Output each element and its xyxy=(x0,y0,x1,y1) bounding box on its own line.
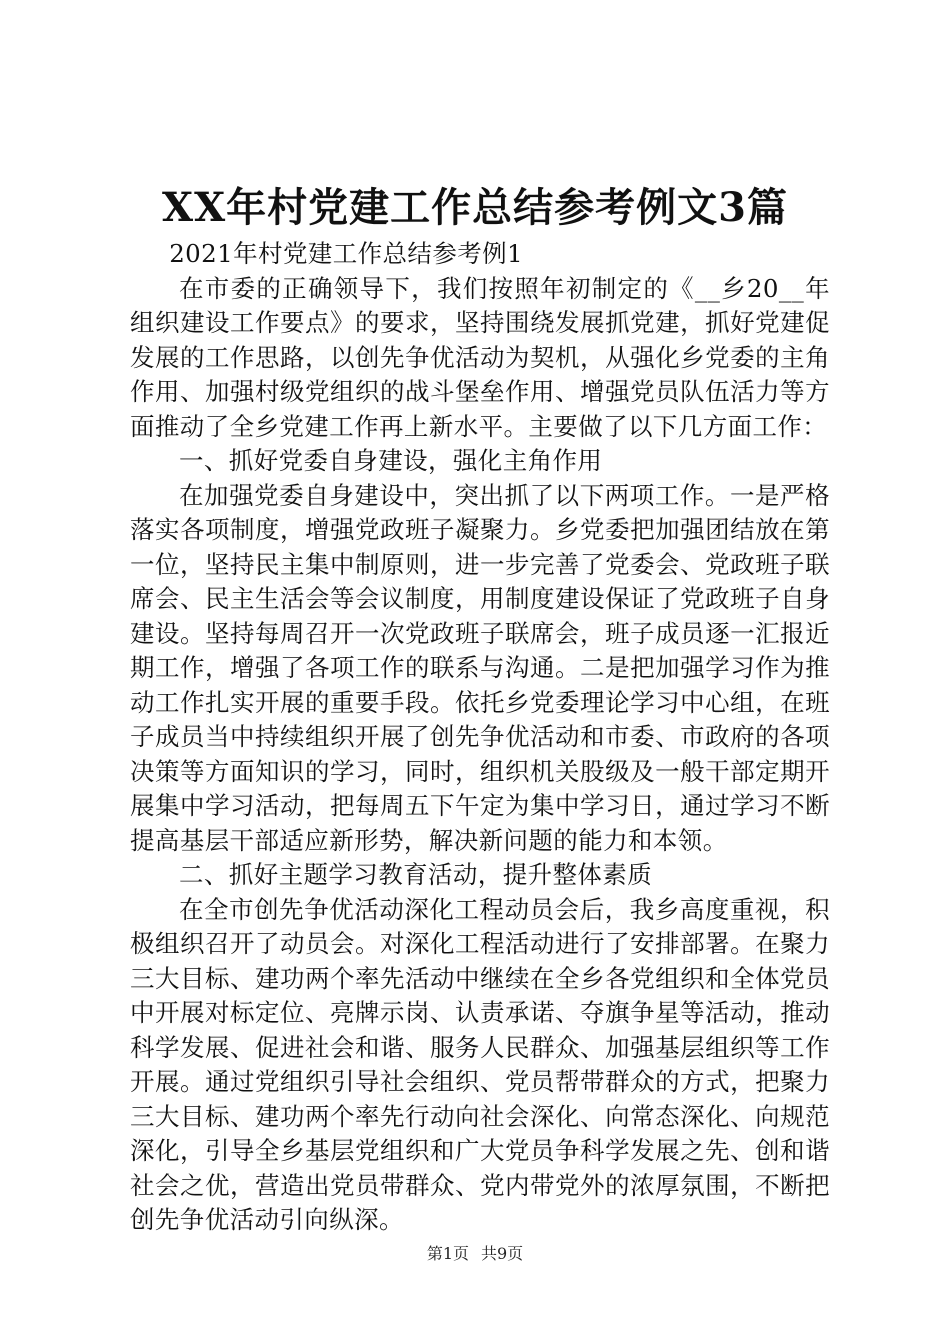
intro-paragraph: 在市委的正确领导下，我们按照年初制定的《__乡20__年组织建设工作要点》的要求，坚持围绕发展抓党建，抓好党建促发展的工作思路，以创先争优活动为契机，从强化乡党委的主角作用、加强村级党组织的战斗堡垒作用、增强党员队伍活力等方面推动了全乡党建工作再上新水平。主要做了以下几方面工作： xyxy=(130,273,830,441)
page-footer xyxy=(0,1244,950,1264)
body-paragraph: 在加强党委自身建设中，突出抓了以下两项工作。一是严格落实各项制度，增强党政班子凝聚力。乡党委把加强团结放在第一位，坚持民主集中制原则，进一步完善了党委会、党政班子联席会、民主生活会等会议制度，用制度建设保证了党政班子自身建设。坚持每周召开一次党政班子联席会，班子成员逐一汇报近期工作，增强了各项工作的联系与沟通。二是把加强学习作为推动工作扎实开展的重要手段。依托乡党委理论学习中心组，在班子成员当中持续组织开展了创先争优活动和市委、市政府的各项决策等方面知识的学习，同时，组织机关股级及一般干部定期开展集中学习活动，把每周五下午定为集中学习日，通过学习不断提高基层干部适应新形势，解决新问题的能力和本领。 xyxy=(130,480,830,855)
section-heading-2: 二、抓好主题学习教育活动，提升整体素质 xyxy=(179,860,653,889)
page-number-total: 共9页 xyxy=(481,1244,524,1263)
body-paragraph: 在全市创先争优活动深化工程动员会后，我乡高度重视，积极组织召开了动员会。对深化工程活动进行了安排部署。在聚力三大目标、建功两个率先活动中继续在全乡各党组织和全体党员中开展对标定位、亮牌示岗、认责承诺、夺旗争星等活动，推动科学发展、促进社会和谐、服务人民群众、加强基层组织等工作开展。通过党组织引导社会组织、党员帮带群众的方式，把聚力三大目标、建功两个率先行动向社会深化、向常态深化、向规范深化，引导全乡基层党组织和广大党员争科学发展之先、创和谐社会之优，营造出党员带群众、党内带党外的浓厚氛围，不断把创先争优活动引向纵深。 xyxy=(130,894,830,1234)
section-heading-1: 一、抓好党委自身建设，强化主角作用 xyxy=(179,446,603,475)
document-title: XX年村党建工作总结参考例文3篇 xyxy=(162,184,788,231)
document-body xyxy=(130,237,830,1238)
section-subtitle: 2021年村党建工作总结参考例1 xyxy=(169,239,524,268)
page-number-current: 第1页 xyxy=(426,1244,469,1263)
